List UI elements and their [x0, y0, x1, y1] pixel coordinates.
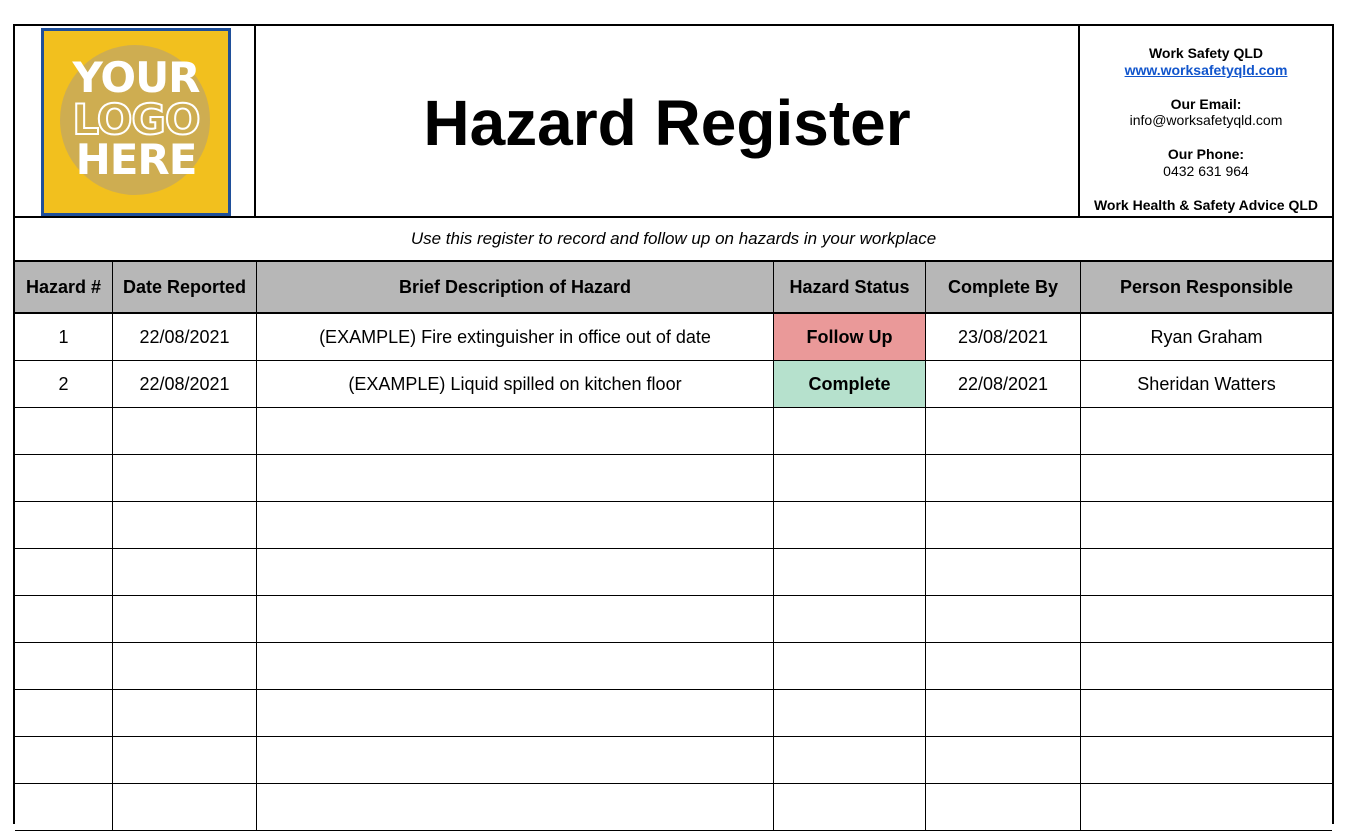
phone-label: Our Phone: — [1167, 146, 1245, 162]
empty-table-row — [15, 643, 1332, 690]
empty-cell[interactable] — [113, 690, 257, 736]
company-name: Work Safety QLD — [1148, 45, 1264, 61]
empty-cell[interactable] — [774, 784, 926, 830]
description-cell[interactable]: (EXAMPLE) Liquid spilled on kitchen floor — [257, 361, 774, 407]
empty-cell[interactable] — [926, 643, 1081, 689]
contact-cell — [1080, 26, 1332, 216]
empty-table-row — [15, 502, 1332, 549]
empty-cell[interactable] — [926, 549, 1081, 595]
header-complete-by: Complete By — [926, 262, 1081, 312]
status-badge[interactable]: Follow Up — [774, 314, 926, 360]
empty-cell[interactable] — [257, 502, 774, 548]
empty-cell[interactable] — [257, 737, 774, 783]
table-row — [15, 361, 1332, 408]
empty-cell[interactable] — [15, 502, 113, 548]
logo-placeholder-image — [41, 28, 231, 216]
empty-cell[interactable] — [926, 408, 1081, 454]
empty-table-row — [15, 455, 1332, 502]
empty-cell[interactable] — [15, 408, 113, 454]
empty-cell[interactable] — [113, 408, 257, 454]
register-instructions: Use this register to record and follow up on hazards in your workplace — [15, 218, 1332, 262]
website-link[interactable]: www.worksafetyqld.com — [1124, 62, 1288, 78]
empty-cell[interactable] — [1081, 737, 1332, 783]
empty-cell[interactable] — [113, 784, 257, 830]
empty-cell[interactable] — [926, 737, 1081, 783]
hazard-number-cell[interactable]: 1 — [15, 314, 113, 360]
complete-by-cell[interactable]: 23/08/2021 — [926, 314, 1081, 360]
complete-by-cell[interactable]: 22/08/2021 — [926, 361, 1081, 407]
empty-cell[interactable] — [1081, 643, 1332, 689]
logo-cell — [15, 26, 256, 216]
empty-cell[interactable] — [1081, 690, 1332, 736]
empty-cell[interactable] — [15, 737, 113, 783]
empty-cell[interactable] — [926, 502, 1081, 548]
empty-cell[interactable] — [113, 502, 257, 548]
empty-table-row — [15, 737, 1332, 784]
tagline: Work Health & Safety Advice QLD — [1093, 197, 1319, 213]
empty-cell[interactable] — [1081, 549, 1332, 595]
empty-table-row — [15, 596, 1332, 643]
empty-cell[interactable] — [774, 549, 926, 595]
empty-cell[interactable] — [15, 549, 113, 595]
empty-cell[interactable] — [1081, 502, 1332, 548]
empty-cell[interactable] — [1081, 408, 1332, 454]
empty-cell[interactable] — [774, 408, 926, 454]
email-value: info@worksafetyqld.com — [1129, 112, 1283, 128]
empty-cell[interactable] — [926, 690, 1081, 736]
logo-text-line1: YOUR — [72, 53, 200, 102]
description-cell[interactable]: (EXAMPLE) Fire extinguisher in office out of date — [257, 314, 774, 360]
empty-cell[interactable] — [774, 690, 926, 736]
empty-cell[interactable] — [774, 455, 926, 501]
empty-cell[interactable] — [257, 596, 774, 642]
empty-cell[interactable] — [1081, 784, 1332, 830]
logo-text-line3: HERE — [75, 135, 197, 184]
date-reported-cell[interactable]: 22/08/2021 — [113, 361, 257, 407]
empty-cell[interactable] — [15, 455, 113, 501]
empty-cell[interactable] — [113, 737, 257, 783]
header-person-responsible: Person Responsible — [1119, 276, 1294, 297]
header-hazard-number: Hazard # — [15, 262, 113, 312]
empty-cell[interactable] — [926, 596, 1081, 642]
logo-text-line2: LOGO — [72, 95, 200, 144]
table-header-row — [15, 262, 1332, 314]
empty-cell[interactable] — [257, 549, 774, 595]
person-responsible-cell[interactable]: Sheridan Watters — [1137, 373, 1276, 394]
empty-cell[interactable] — [774, 737, 926, 783]
empty-cell[interactable] — [1081, 455, 1332, 501]
empty-cell[interactable] — [257, 690, 774, 736]
empty-cell[interactable] — [774, 502, 926, 548]
page-title: Hazard Register — [423, 87, 911, 159]
empty-cell[interactable] — [1081, 596, 1332, 642]
hazard-table — [15, 262, 1332, 831]
header-band — [15, 26, 1332, 218]
empty-cell[interactable] — [257, 784, 774, 830]
empty-table-row — [15, 784, 1332, 831]
header-description: Brief Description of Hazard — [257, 262, 774, 312]
header-hazard-status: Hazard Status — [774, 262, 926, 312]
empty-cell[interactable] — [15, 784, 113, 830]
email-label: Our Email: — [1170, 96, 1242, 112]
title-cell — [256, 26, 1080, 216]
empty-cell[interactable] — [15, 643, 113, 689]
status-badge[interactable]: Complete — [774, 361, 926, 407]
empty-cell[interactable] — [774, 643, 926, 689]
empty-cell[interactable] — [15, 596, 113, 642]
empty-table-row — [15, 549, 1332, 596]
empty-cell[interactable] — [113, 643, 257, 689]
empty-cell[interactable] — [926, 455, 1081, 501]
empty-cell[interactable] — [113, 455, 257, 501]
empty-cell[interactable] — [113, 549, 257, 595]
empty-cell[interactable] — [257, 643, 774, 689]
person-responsible-cell[interactable]: Ryan Graham — [1150, 326, 1263, 347]
hazard-register-sheet — [13, 24, 1334, 824]
empty-cell[interactable] — [15, 690, 113, 736]
empty-cell[interactable] — [257, 455, 774, 501]
empty-table-row — [15, 690, 1332, 737]
empty-rows-container — [15, 408, 1332, 831]
header-date-reported: Date Reported — [113, 262, 257, 312]
empty-cell[interactable] — [257, 408, 774, 454]
empty-cell[interactable] — [926, 784, 1081, 830]
phone-value: 0432 631 964 — [1163, 163, 1249, 179]
empty-table-row — [15, 408, 1332, 455]
empty-cell[interactable] — [774, 596, 926, 642]
hazard-number-cell[interactable]: 2 — [15, 361, 113, 407]
date-reported-cell[interactable]: 22/08/2021 — [113, 314, 257, 360]
empty-cell[interactable] — [113, 596, 257, 642]
table-row — [15, 314, 1332, 361]
